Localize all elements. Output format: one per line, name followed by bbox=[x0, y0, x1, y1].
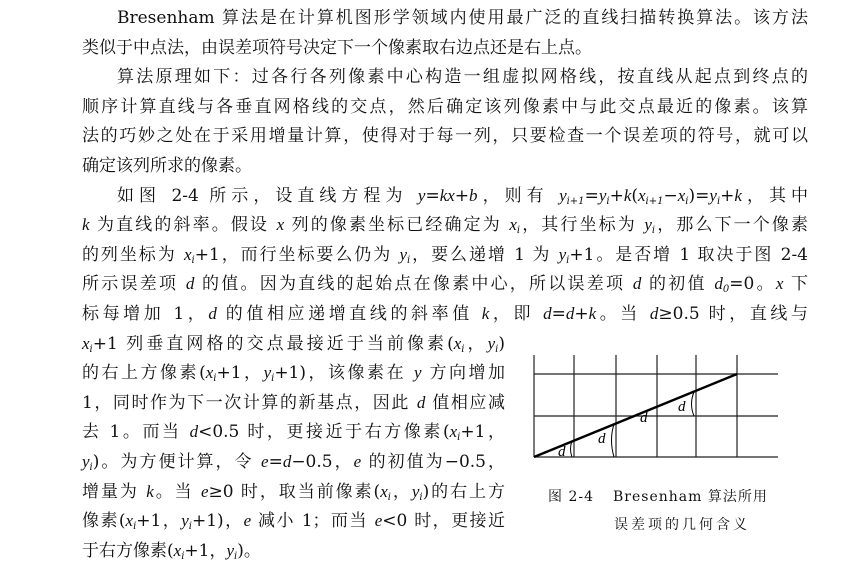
math-symbol: y bbox=[181, 511, 189, 531]
math-subscript: i bbox=[89, 462, 93, 473]
text-run: +1)，该像素在 bbox=[274, 363, 414, 384]
text-run: ，要么递增 1 为 bbox=[410, 244, 559, 265]
math-symbol: y bbox=[558, 244, 567, 264]
text-run: ≥0 时，取当前像素( bbox=[208, 481, 381, 502]
math-symbol: kx bbox=[439, 185, 455, 205]
math-symbol: k bbox=[82, 215, 90, 235]
text-run: +1， bbox=[136, 511, 182, 532]
figure-caption-line2: 误差项的几何含义 bbox=[614, 517, 750, 533]
text-run: 法的巧妙之处在于采用增量计算，使得对于每一列，只要检查一个误差项的符号，就可以 bbox=[82, 126, 808, 147]
text-run: +1，而行坐标要么仍为 bbox=[194, 244, 400, 265]
math-symbol: d bbox=[565, 304, 575, 323]
text-run: 像素( bbox=[82, 511, 126, 532]
text-run: <0.5 时，更接近于右方像素( bbox=[198, 422, 450, 443]
text-line bbox=[82, 36, 808, 60]
text-run: + bbox=[720, 185, 735, 206]
text-run: 类似于中点法，由误差项符号决定下一个像素取右边点还是右上点。 bbox=[82, 37, 592, 58]
error-braces bbox=[571, 392, 695, 457]
text-run: 算法原理如下：过各行各列像素中心构造一组虚拟网格线，按直线从起点到终点的 bbox=[117, 67, 808, 88]
math-symbol: d bbox=[185, 274, 195, 294]
text-line bbox=[117, 6, 808, 30]
text-run: 方向增加 bbox=[421, 363, 505, 384]
error-term-diagram bbox=[520, 340, 790, 470]
math-subscript: i bbox=[133, 521, 137, 533]
math-symbol: e bbox=[261, 452, 269, 471]
text-line bbox=[82, 361, 505, 385]
text-run: 列的像素坐标已经确定为 bbox=[284, 215, 510, 236]
math-symbol: x bbox=[638, 185, 646, 205]
text-run: 的值相应递增直线的斜率值 bbox=[216, 304, 482, 324]
math-symbol: d bbox=[189, 422, 199, 442]
math-symbol: x bbox=[380, 481, 388, 501]
text-run: )。为方便计算，令 bbox=[92, 452, 262, 472]
math-symbol: x bbox=[82, 333, 90, 353]
text-run: 增量为 bbox=[82, 481, 147, 502]
math-symbol: y bbox=[414, 363, 422, 383]
text-line bbox=[82, 272, 808, 296]
text-run: ， bbox=[390, 481, 412, 502]
text-run: ，即 bbox=[489, 304, 544, 324]
text-run: )= bbox=[688, 185, 710, 206]
text-run: −0.5， bbox=[291, 452, 354, 472]
math-subscript: i bbox=[606, 195, 610, 207]
text-run: ，其中 bbox=[741, 185, 809, 206]
math-symbol: d bbox=[208, 304, 217, 323]
text-run: = bbox=[268, 452, 283, 472]
text-run: ≥0.5 时，直线与 bbox=[658, 304, 808, 324]
text-run: 值相应减 bbox=[425, 392, 505, 413]
text-run: = bbox=[551, 304, 566, 324]
math-symbol: x bbox=[125, 511, 134, 531]
text-run: + bbox=[454, 185, 470, 206]
text-run: =0。 bbox=[729, 274, 776, 295]
math-symbol: x bbox=[449, 422, 458, 442]
math-subscript: i bbox=[457, 432, 461, 444]
text-line bbox=[82, 509, 505, 533]
text-run: ， bbox=[464, 333, 488, 354]
math-symbol: x bbox=[276, 215, 285, 235]
text-run: )的右上方 bbox=[422, 481, 506, 502]
math-symbol: y bbox=[709, 185, 717, 205]
math-symbol: x bbox=[173, 540, 182, 560]
d-label: d bbox=[598, 431, 606, 447]
text-run: +1。是否增 1 取决于图 2-4 bbox=[569, 244, 808, 265]
math-subscript: i+1 bbox=[566, 195, 585, 207]
math-symbol: x bbox=[205, 363, 214, 383]
math-symbol: y bbox=[598, 185, 607, 205]
text-run: ，其行坐标为 bbox=[520, 215, 645, 236]
math-subscript: i+1 bbox=[645, 195, 664, 207]
math-subscript: i bbox=[566, 254, 570, 266]
math-symbol: y bbox=[644, 215, 652, 235]
text-run: 。当 bbox=[596, 304, 650, 324]
math-symbol: d bbox=[543, 304, 552, 323]
text-line bbox=[82, 539, 505, 563]
text-run: 为直线的斜率。假设 bbox=[89, 215, 277, 236]
math-subscript: i bbox=[461, 343, 465, 355]
math-symbol: d bbox=[714, 274, 723, 294]
text-run: = bbox=[584, 185, 599, 206]
text-run: 顺序计算直线与各垂直网格线的交点，然后确定该列像素中与此交点最近的像素。该算 bbox=[82, 96, 808, 117]
text-run: +1 列垂直网格的交点最接近于当前像素( bbox=[92, 333, 454, 354]
math-subscript: i bbox=[685, 195, 689, 207]
text-line bbox=[82, 124, 808, 148]
text-run: ( bbox=[631, 185, 638, 206]
math-subscript: i bbox=[495, 343, 499, 355]
text-run: ，则有 bbox=[477, 185, 560, 206]
math-symbol: y bbox=[263, 363, 272, 383]
text-run: 的初值为−0.5， bbox=[361, 452, 506, 472]
math-symbol: y bbox=[399, 244, 408, 264]
d-label: d bbox=[558, 444, 566, 460]
text-line bbox=[117, 184, 808, 208]
text-line bbox=[82, 480, 505, 504]
math-symbol: x bbox=[184, 244, 192, 264]
text-run: + bbox=[609, 185, 624, 206]
text-line bbox=[82, 450, 505, 474]
text-run: 标每增加 1， bbox=[82, 304, 209, 324]
math-symbol: x bbox=[677, 185, 686, 205]
text-line bbox=[82, 420, 505, 444]
math-subscript: i bbox=[271, 373, 275, 385]
text-line bbox=[82, 95, 808, 119]
math-subscript: i bbox=[89, 343, 93, 355]
math-symbol: e bbox=[200, 481, 209, 501]
math-subscript: i bbox=[234, 550, 238, 562]
text-run: 的初值 bbox=[641, 274, 715, 295]
text-run: ) bbox=[498, 333, 505, 354]
figure-2-4 bbox=[520, 340, 790, 475]
math-symbol: y bbox=[82, 452, 90, 471]
text-run: +1)， bbox=[192, 511, 244, 532]
d-label: d bbox=[678, 399, 686, 415]
text-run: 如图 2-4 所示，设直线方程为 bbox=[117, 185, 418, 206]
math-subscript: i bbox=[651, 225, 656, 237]
math-symbol: k bbox=[146, 481, 154, 501]
math-subscript: i bbox=[181, 550, 185, 562]
math-symbol: y bbox=[417, 185, 426, 205]
text-run: 下 bbox=[783, 274, 809, 295]
text-line bbox=[82, 302, 808, 326]
math-symbol: d bbox=[632, 274, 642, 294]
text-run: = bbox=[425, 185, 440, 206]
math-symbol: x bbox=[453, 333, 462, 353]
text-run: + bbox=[574, 304, 589, 324]
text-line bbox=[82, 213, 808, 237]
text-run: 的值。因为直线的起始点在像素中心，所以误差项 bbox=[194, 274, 633, 295]
math-symbol: k bbox=[588, 304, 597, 323]
text-line bbox=[82, 243, 808, 267]
math-symbol: k bbox=[481, 304, 490, 323]
math-symbol: x bbox=[775, 274, 784, 294]
figure-number: 图 2-4 bbox=[548, 489, 594, 505]
math-subscript: 0 bbox=[722, 284, 730, 296]
text-run: 的列坐标为 bbox=[82, 244, 184, 265]
math-symbol: d bbox=[416, 392, 426, 412]
math-symbol: k bbox=[734, 185, 742, 205]
math-subscript: i bbox=[387, 491, 391, 503]
math-subscript: i bbox=[213, 373, 217, 385]
text-run: 去 1。而当 bbox=[82, 422, 190, 443]
text-run: 确定该列所求的像素。 bbox=[82, 156, 252, 176]
text-run: 。当 bbox=[153, 481, 201, 502]
text-run: 所示误差项 bbox=[82, 274, 186, 295]
text-run: <0 时，更接近 bbox=[382, 511, 505, 532]
math-symbol: d bbox=[282, 452, 292, 471]
math-subscript: i bbox=[516, 225, 521, 237]
math-subscript: i bbox=[191, 254, 195, 266]
math-symbol: b bbox=[469, 185, 478, 205]
math-symbol: x bbox=[509, 215, 517, 235]
math-symbol: y bbox=[411, 481, 420, 501]
text-run: 1，同时作为下一次计算的新基点，因此 bbox=[82, 392, 417, 413]
text-run: 于右方像素( bbox=[82, 540, 174, 561]
d-label: d bbox=[640, 410, 648, 426]
math-subscript: i bbox=[419, 491, 423, 503]
math-symbol: k bbox=[623, 185, 632, 205]
text-run: Bresenham 算法是在计算机图形学领域内使用最广泛的直线扫描转换算法。该方法 bbox=[117, 8, 808, 28]
text-run: − bbox=[663, 185, 678, 206]
math-symbol: e bbox=[353, 452, 362, 471]
math-symbol: e bbox=[243, 511, 252, 531]
text-run: )。 bbox=[237, 540, 261, 561]
figure-caption-line1: Bresenham 算法所用 bbox=[613, 489, 768, 505]
math-subscript: i bbox=[716, 195, 721, 207]
math-symbol: e bbox=[374, 511, 383, 531]
math-symbol: d bbox=[649, 304, 659, 323]
text-line bbox=[117, 65, 808, 89]
math-symbol: y bbox=[487, 333, 496, 353]
text-line bbox=[82, 391, 505, 415]
text-run: +1， bbox=[216, 363, 264, 384]
text-line bbox=[82, 154, 808, 178]
text-run: ，那么下一个像素 bbox=[655, 215, 808, 236]
text-run: 减小 1；而当 bbox=[251, 511, 375, 532]
math-subscript: i bbox=[188, 521, 192, 533]
text-run: 的右上方像素( bbox=[82, 363, 206, 384]
text-run: +1， bbox=[460, 422, 505, 443]
math-symbol: y bbox=[226, 540, 234, 560]
text-run: +1， bbox=[184, 540, 227, 561]
math-symbol: y bbox=[559, 185, 567, 205]
text-line bbox=[82, 332, 505, 356]
math-subscript: i bbox=[407, 254, 411, 266]
